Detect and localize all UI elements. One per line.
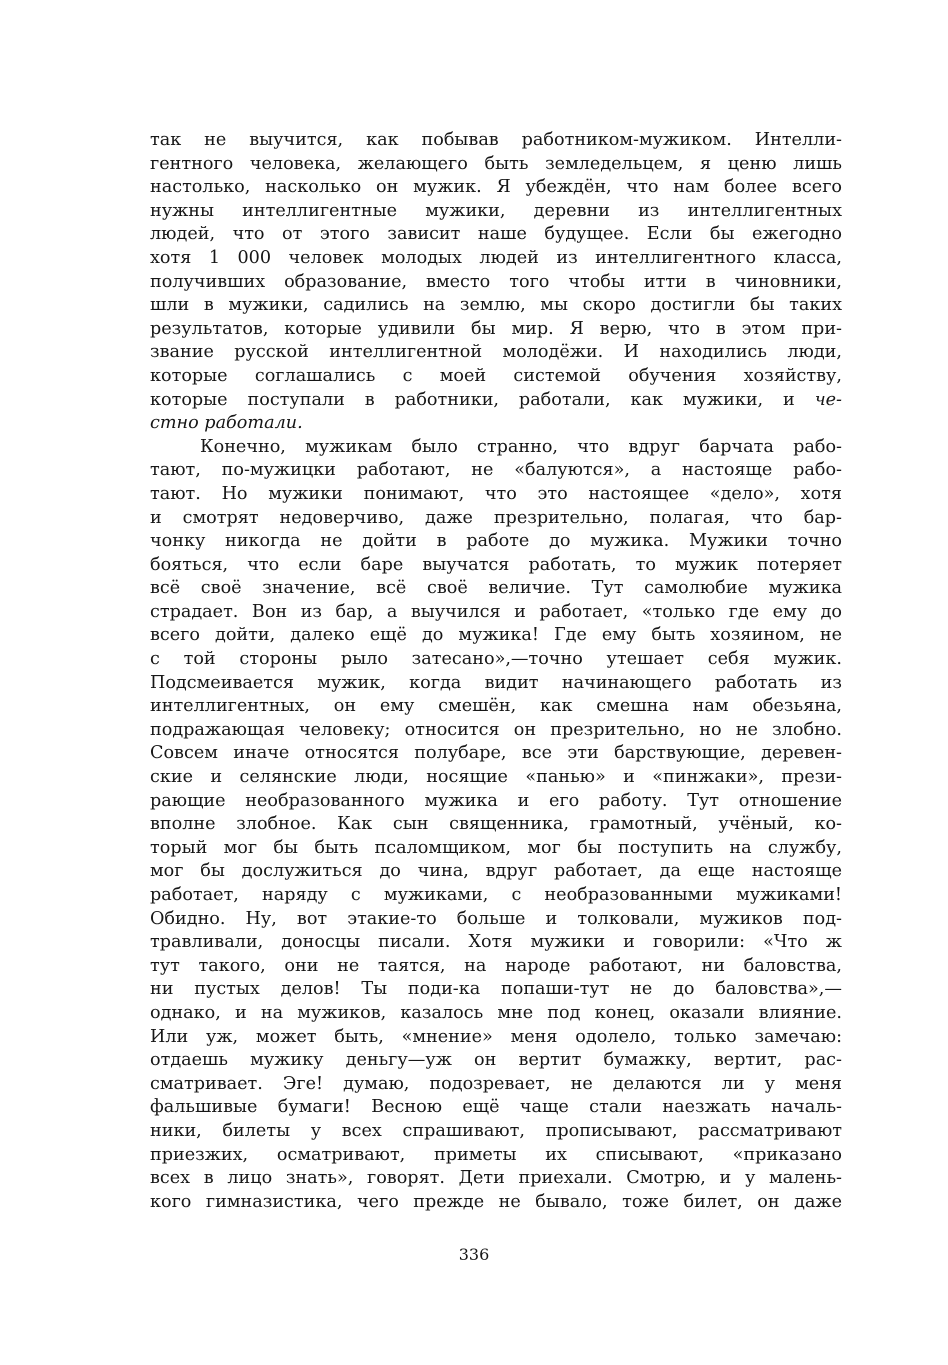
text-line: ники, билеты у всех спрашивают, прописывают, рассматривают — [150, 1120, 842, 1141]
paragraph-1 — [150, 129, 842, 436]
text-line: хотя 1 000 человек молодых людей из интеллигентного класса, — [150, 247, 842, 268]
text-line: всего дойти, далеко ещё до мужика! Где ему быть хозяином, не — [150, 625, 842, 646]
text-line: звание русской интеллигентной молодёжи. И находились люди, — [150, 342, 842, 363]
text-line: чонку никогда не дойти в работе до мужика. Мужики точно — [150, 531, 842, 552]
text-line: с той стороны рыло затесано»,—точно утешает себя мужик. — [150, 649, 842, 670]
text-line: так не выучится, как побывав работником-мужиком. Интелли- — [150, 130, 842, 150]
text-line: кого гимназистика, чего прежде не бывало, тоже билет, он даже — [150, 1191, 842, 1212]
text-line: гентного человека, желающего быть земледельцем, я ценю лишь — [150, 153, 842, 174]
text-line — [150, 389, 842, 413]
text-line: тают. Но мужики понимают, что это настоящее «дело», хотя — [150, 483, 842, 504]
text-line: настолько, насколько он мужик. Я убеждён, что нам более всего — [150, 177, 842, 198]
text-line: мог бы дослужиться до чина, вдруг работает, да еще настояще — [150, 861, 842, 882]
text-line: сматривает. Эге! думаю, подозревает, не делаются ли у меня — [150, 1073, 842, 1094]
text-line: и смотрят недоверчиво, даже презрительно, полагая, что бар- — [150, 507, 842, 528]
text-line: Подсмеивается мужик, когда видит начинающего работать из — [150, 672, 842, 693]
text-line: однако, и на мужиков, казалось мне под конец, оказали влияние. — [150, 1002, 842, 1023]
italic-text: стно работали. — [150, 413, 303, 434]
text-line: торый мог бы быть псаломщиком, мог бы поступить на службу, — [150, 837, 842, 858]
text-line: работает, наряду с мужиками, с необразованными мужиками! — [150, 885, 842, 905]
text-line: ни пустых делов! Ты поди-ка попаши-тут не до баловства»,— — [150, 979, 842, 1000]
text-line: шли в мужики, садились на землю, мы скоро достигли бы таких — [150, 295, 842, 316]
page-number: 336 — [458, 1245, 490, 1264]
text-line: Совсем иначе относятся полубаре, все эти барствующие, деревен- — [150, 743, 842, 764]
text-line: травливали, доносцы писали. Хотя мужики и говорили: «Что ж — [150, 932, 842, 953]
text-line: страдает. Вон из бар, а выучился и работает, «только где ему до — [150, 601, 842, 622]
text-line: людей, что от этого зависит наше будущее. Если бы ежегодно — [150, 224, 842, 245]
text-line: рающие необразованного мужика и его работу. Тут отношение — [150, 790, 842, 811]
text-line: бояться, что если баре выучатся работать, то мужик потеряет — [150, 554, 842, 575]
text-line: Или уж, может быть, «мнение» меня одолело, только замечаю: — [150, 1026, 842, 1047]
body-text — [150, 129, 842, 1214]
text-line: фальшивые бумаги! Весною ещё чаще стали наезжать началь- — [150, 1097, 842, 1118]
text-line: которые соглашались с моей системой обучения хозяйству, — [150, 365, 842, 386]
text-line: нужны интеллигентные мужики, деревни из интеллигентных — [150, 200, 842, 221]
text-line: вполне злобное. Как сын священника, грамотный, учёный, ко- — [150, 814, 842, 835]
text-line: Обидно. Ну, вот этакие-то больше и толковали, мужиков под- — [150, 908, 842, 929]
text-line: всех в лицо знать», говорят. Дети приехали. Смотрю, и у малень- — [150, 1168, 842, 1189]
text-line: получивших образование, вместо того чтобы итти в чиновники, — [150, 271, 842, 292]
text-line: тают, по-мужицки работают, не «балуются», а настояще рабо- — [150, 460, 842, 481]
paragraph-2 — [150, 436, 842, 1215]
text-line: всё своё значение, всё своё величие. Тут самолюбие мужика — [150, 578, 842, 599]
text-line: приезжих, осматривают, приметы их списывают, «приказано — [150, 1144, 842, 1165]
text-line: Конечно, мужикам было странно, что вдруг барчата рабо- — [200, 436, 842, 457]
text-line: отдаешь мужику деньгу—уж он вертит бумажку, вертит, рас- — [150, 1050, 842, 1071]
italic-text: че- — [814, 389, 842, 410]
text-line: подражающая человеку; относится он презрительно, но не злобно. — [150, 719, 842, 740]
text-line: ские и селянские люди, носящие «панью» и «пинжаки», прези- — [150, 767, 842, 788]
text-line — [150, 412, 842, 436]
text-line: тут такого, они не таятся, на народе работают, ни баловства, — [150, 955, 842, 976]
text-line-start: которые поступали в работники, работали, как мужики, и — [150, 389, 815, 410]
text-line: интеллигентных, он ему смешён, как смешна нам обезьяна, — [150, 696, 842, 717]
text-line: результатов, которые удивили бы мир. Я верю, что в этом при- — [150, 318, 842, 339]
